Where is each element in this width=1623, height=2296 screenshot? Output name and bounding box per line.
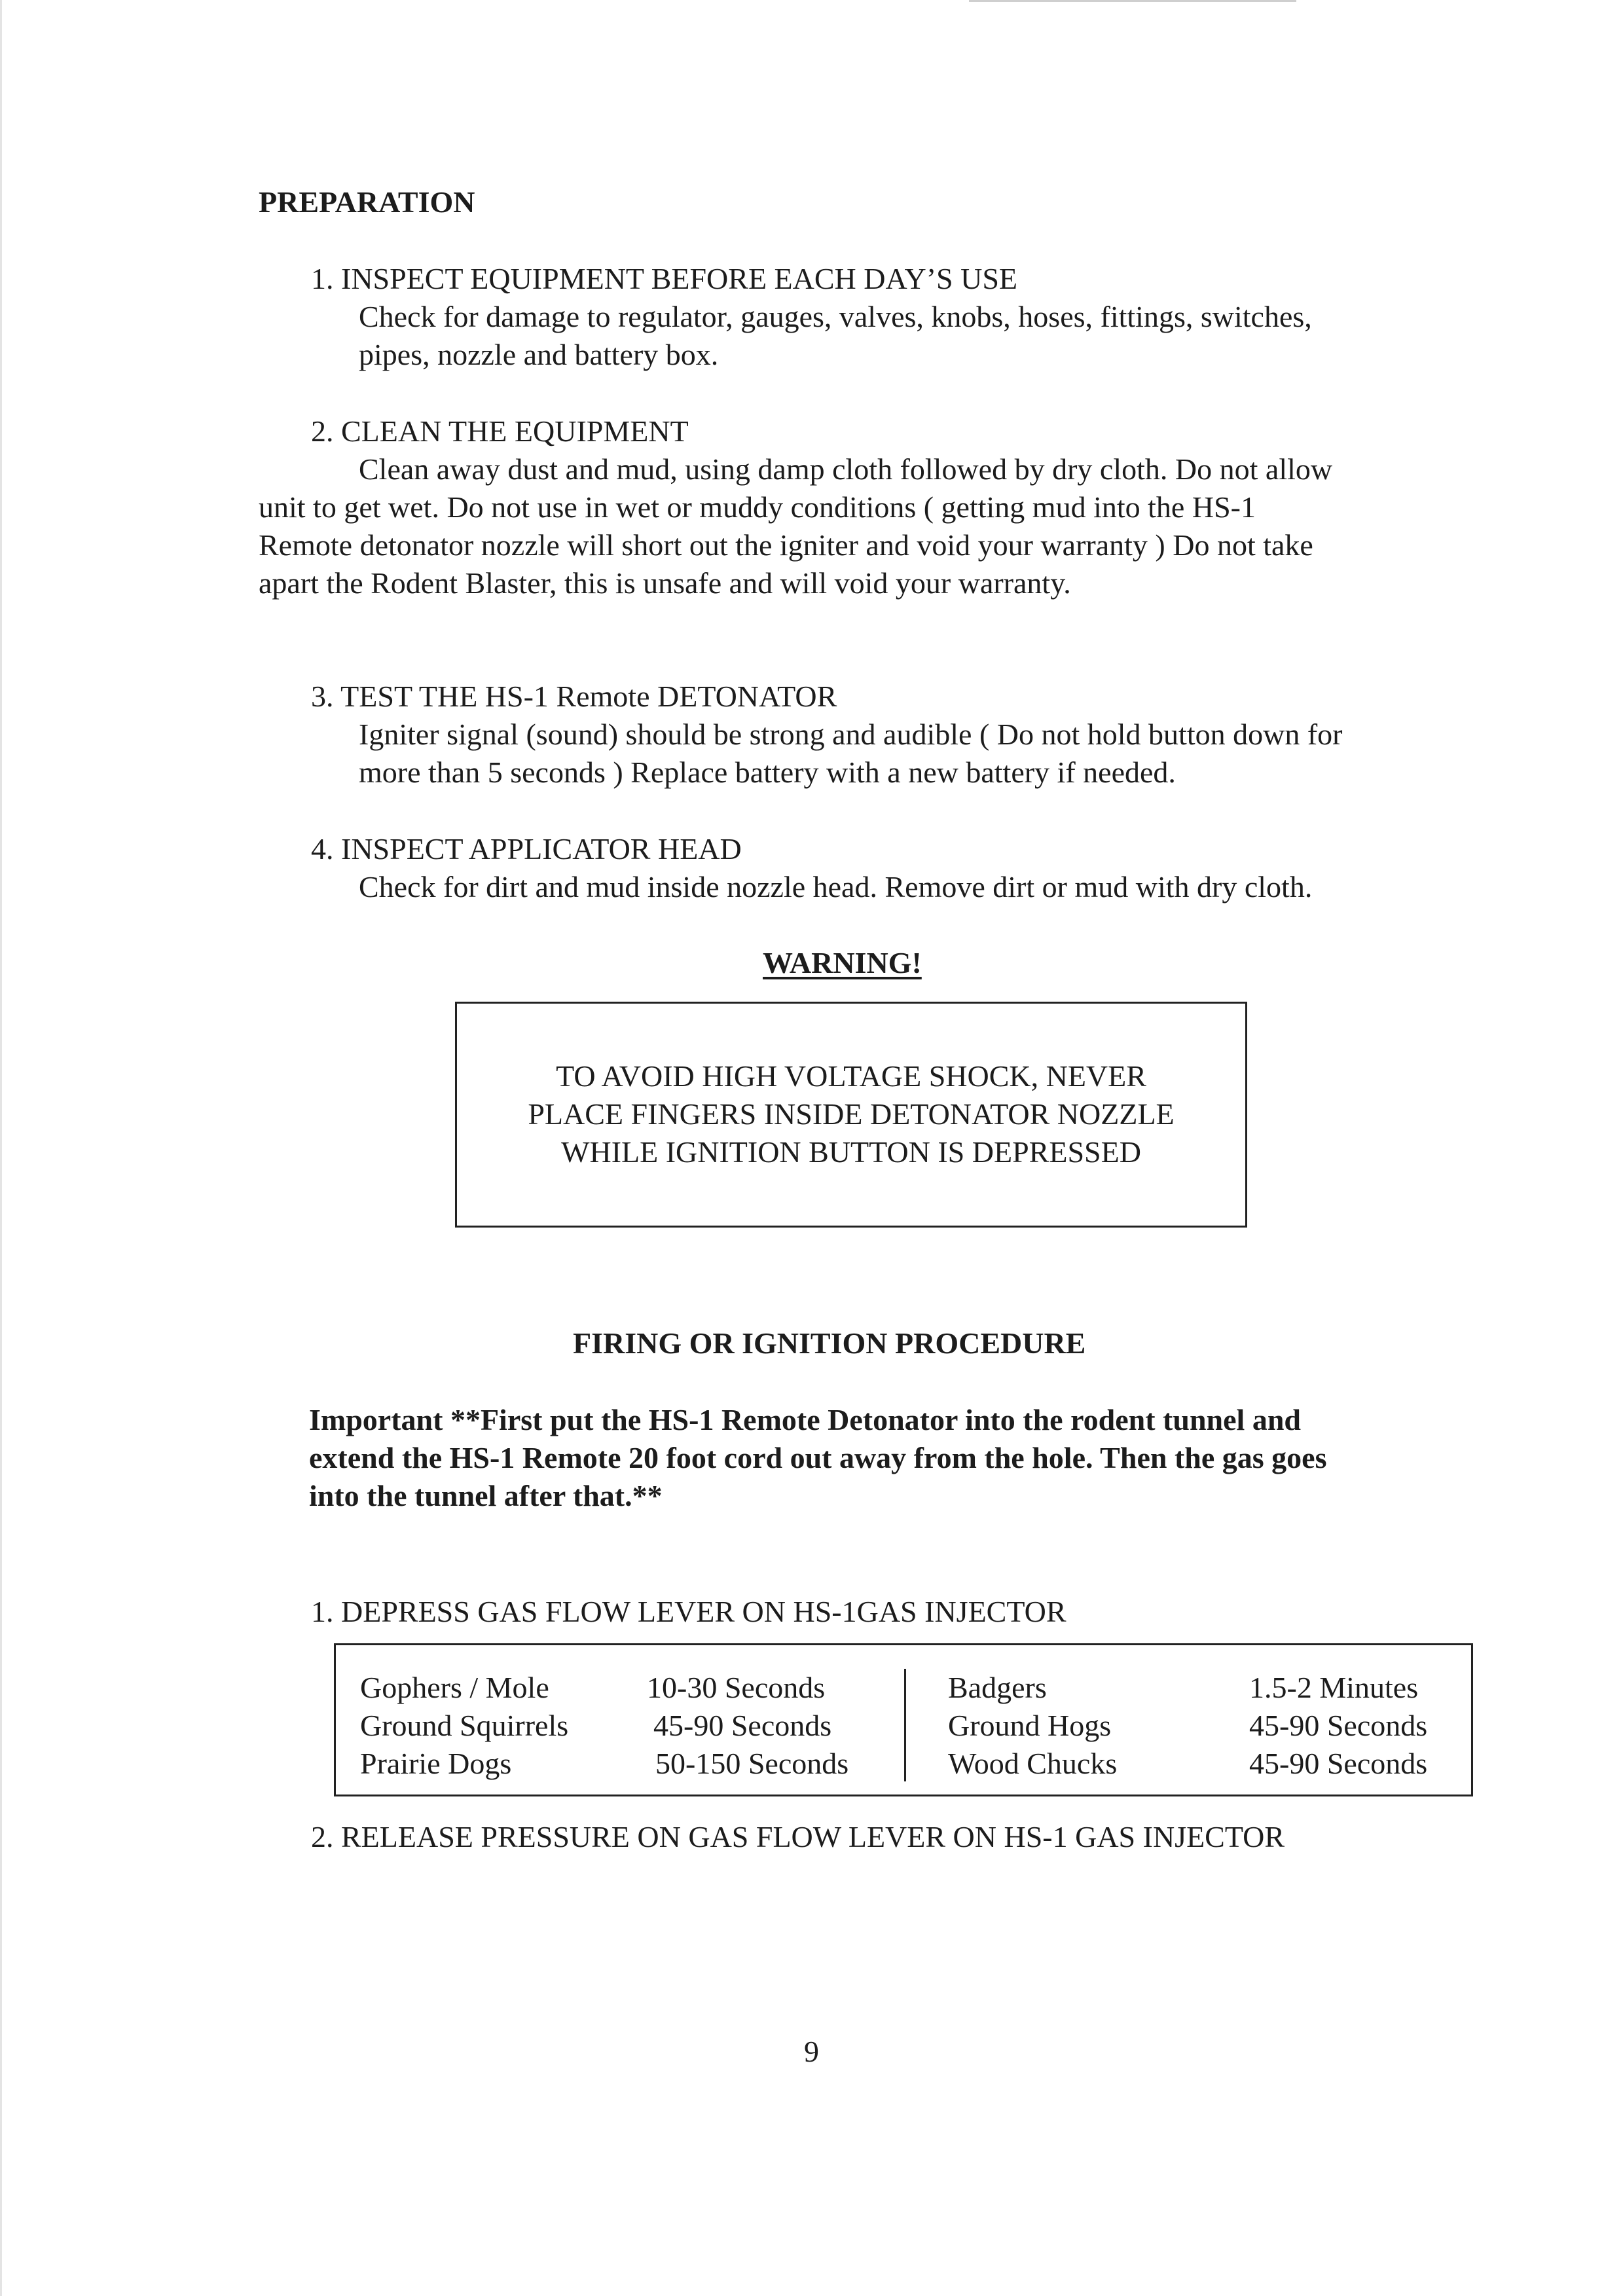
animal-cell: Ground Hogs — [948, 1709, 1112, 1742]
prep-item-4-line-1: Check for dirt and mud inside nozzle head. Remove dirt or mud with dry cloth. — [359, 870, 1313, 903]
firing-title: FIRING OR IGNITION PROCEDURE — [573, 1326, 1086, 1360]
prep-item-1-line-1: Check for damage to regulator, gauges, valves, knobs, hoses, fittings, switches, — [359, 300, 1312, 333]
warning-line-3: WHILE IGNITION BUTTON IS DEPRESSED — [561, 1135, 1141, 1169]
time-cell: 1.5-2 Minutes — [1249, 1671, 1419, 1704]
prep-item-2-line-3: Remote detonator nozzle will short out the igniter and void your warranty ) Do not take — [259, 528, 1313, 562]
time-cell: 50-150 Seconds — [655, 1747, 849, 1780]
time-cell: 10-30 Seconds — [647, 1671, 826, 1704]
prep-item-3-line-1: Igniter signal (sound) should be strong and audible ( Do not hold button down for — [359, 718, 1343, 751]
warning-line-1: TO AVOID HIGH VOLTAGE SHOCK, NEVER — [556, 1059, 1146, 1093]
animal-cell: Gophers / Mole — [360, 1671, 549, 1704]
important-line-1: Important **First put the HS-1 Remote Detonator into the rodent tunnel and — [309, 1403, 1301, 1436]
prep-item-3-heading: 3. TEST THE HS-1 Remote DETONATOR — [311, 680, 837, 713]
prep-item-2-heading: 2. CLEAN THE EQUIPMENT — [311, 414, 689, 448]
prep-item-1-heading: 1. INSPECT EQUIPMENT BEFORE EACH DAY’S USE — [311, 262, 1018, 295]
prep-item-2-line-1: Clean away dust and mud, using damp cloth followed by dry cloth. Do not allow — [359, 452, 1333, 486]
animal-cell: Wood Chucks — [948, 1747, 1118, 1780]
firing-step-2: 2. RELEASE PRESSURE ON GAS FLOW LEVER ON HS-1 GAS INJECTOR — [311, 1820, 1285, 1853]
warning-line-2: PLACE FINGERS INSIDE DETONATOR NOZZLE — [528, 1097, 1175, 1131]
table-divider — [904, 1669, 906, 1781]
prep-item-2-line-4: apart the Rodent Blaster, this is unsafe and will void your warranty. — [259, 566, 1071, 600]
animal-cell: Prairie Dogs — [360, 1747, 512, 1780]
page-number: 9 — [804, 2035, 819, 2068]
warning-box — [455, 1002, 1247, 1228]
time-cell: 45-90 Seconds — [1249, 1709, 1428, 1742]
preparation-title: PREPARATION — [259, 185, 475, 219]
important-line-2: extend the HS-1 Remote 20 foot cord out away from the hole. Then the gas goes — [309, 1441, 1327, 1474]
important-line-3: into the tunnel after that.** — [309, 1479, 663, 1512]
prep-item-4-heading: 4. INSPECT APPLICATOR HEAD — [311, 832, 742, 866]
scan-artifact-top — [969, 0, 1296, 2]
prep-item-3-line-2: more than 5 seconds ) Replace battery with a new battery if needed. — [359, 756, 1176, 789]
time-cell: 45-90 Seconds — [653, 1709, 832, 1742]
warning-heading: WARNING! — [763, 946, 922, 979]
time-table — [334, 1643, 1473, 1796]
firing-step-1: 1. DEPRESS GAS FLOW LEVER ON HS-1GAS INJECTOR — [311, 1595, 1067, 1628]
animal-cell: Badgers — [948, 1671, 1047, 1704]
scan-artifact-left — [0, 0, 2, 2296]
prep-item-1-line-2: pipes, nozzle and battery box. — [359, 338, 719, 371]
time-cell: 45-90 Seconds — [1249, 1747, 1428, 1780]
animal-cell: Ground Squirrels — [360, 1709, 569, 1742]
prep-item-2-line-2: unit to get wet. Do not use in wet or muddy conditions ( getting mud into the HS-1 — [259, 490, 1256, 524]
